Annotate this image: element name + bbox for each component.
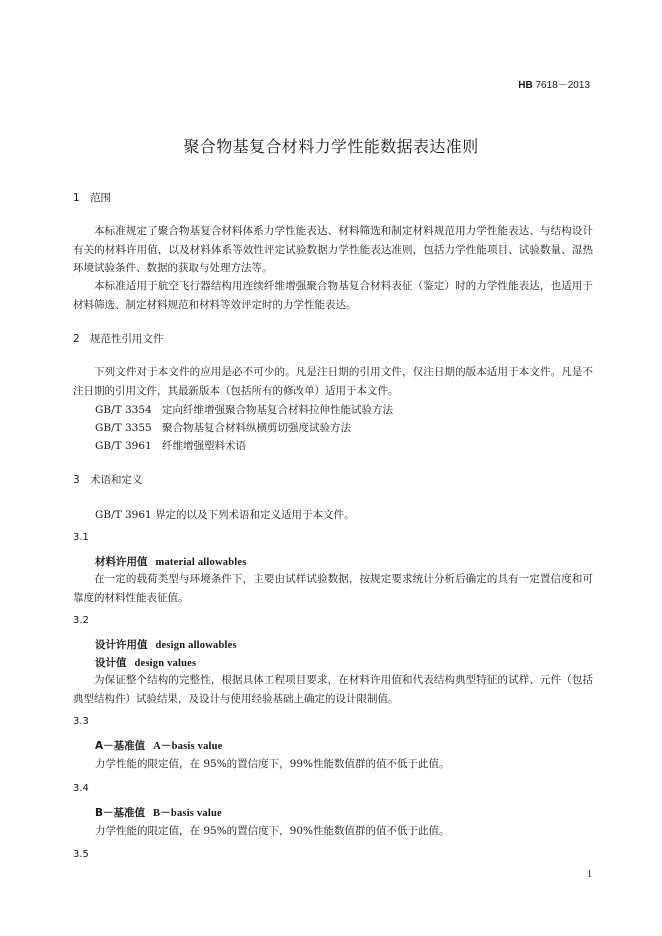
standard-prefix: HB (518, 80, 533, 91)
section-3-number: 3 (73, 474, 80, 486)
section-2-title: 规范性引用文件 (90, 333, 164, 345)
term-name-zh: 设计值 (95, 657, 127, 669)
section-3-intro: GB/T 3961 界定的以及下列术语和定义适用于本文件。 (95, 509, 355, 521)
term-name-zh: A－基准值 (95, 740, 146, 752)
term-definition: 为保证整个结构的完整性，根据具体工程项目要求，在材料许用值和代表结构典型特征的试样、元件（包括典型结构件）试验结果，及设计与使用经验基础上确定的设计限制值。 (73, 674, 593, 705)
reference-code: GB/T 3961 (95, 440, 152, 452)
clause-number: 3.1 (73, 532, 89, 543)
reference-title: 聚合物基复合材料纵横剪切强度试验方法 (162, 422, 351, 434)
clause-number: 3.5 (73, 849, 89, 860)
term-name (95, 637, 237, 652)
term-definition: 在一定的载荷类型与环境条件下，主要由试样试验数据，按规定要求统计分析后确定的具有一定置信度和可靠度的材料性能表征值。 (73, 573, 593, 604)
term-definition: 力学性能的限定值，在 95%的置信度下，99%性能数值群的值不低于此值。 (95, 758, 450, 770)
clause-number: 3.3 (73, 716, 89, 727)
section-1-paragraph-2: 本标准适用于航空飞行器结构用连续纤维增强聚合物基复合材料表征（鉴定）时的力学性能表达，也适用于材料筛选、制定材料规范和材料等效评定时的力学性能表达。 (73, 280, 593, 311)
term-name-en: design allowables (155, 640, 237, 651)
section-2-heading (73, 331, 164, 346)
term-name-en: B－basis value (153, 808, 222, 819)
clause-number: 3.2 (73, 615, 89, 626)
reference-item (95, 402, 393, 417)
section-3-heading (73, 472, 143, 487)
reference-title: 纤维增强塑料术语 (162, 440, 246, 452)
term-name-en: design values (134, 658, 197, 669)
section-1-title: 范围 (90, 192, 111, 204)
document-title: 聚合物基复合材料力学性能数据表达准则 (183, 137, 479, 156)
section-1-number: 1 (73, 192, 80, 204)
term-name (95, 805, 222, 820)
section-3-title: 术语和定义 (90, 474, 143, 486)
term-name (95, 738, 223, 753)
reference-item (95, 420, 351, 435)
term-name-zh: 材料许用值 (95, 556, 148, 568)
standard-code (0, 76, 590, 91)
term-name-zh: B－基准值 (95, 807, 146, 819)
term-name-zh: 设计许用值 (95, 639, 148, 651)
reference-item (95, 438, 246, 453)
term-definition: 力学性能的限定值，在 95%的置信度下，90%性能数值群的值不低于此值。 (95, 825, 450, 837)
clause-number: 3.4 (73, 783, 89, 794)
section-2-number: 2 (73, 333, 80, 345)
page-number: 1 (587, 869, 592, 880)
term-name-en: material allowables (155, 557, 247, 568)
standard-number: 7618－2013 (532, 80, 590, 91)
reference-title: 定向纤维增强聚合物基复合材料拉伸性能试验方法 (162, 404, 393, 416)
term-name (95, 554, 247, 569)
reference-code: GB/T 3355 (95, 422, 152, 434)
term-name (95, 655, 196, 670)
section-1-heading (73, 190, 111, 205)
reference-code: GB/T 3354 (95, 404, 152, 416)
section-2-paragraph: 下列文件对于本文件的应用是必不可少的。凡是注日期的引用文件，仅注日期的版本适用于本文件。凡是不注日期的引用文件，其最新版本（包括所有的修改单）适用于本文件。 (73, 366, 593, 397)
section-1-paragraph-1: 本标准规定了聚合物基复合材料体系力学性能表达、材料筛选和制定材料规范用力学性能表达、与结构设计有关的材料许用值，以及材料体系等效性评定试验数据力学性能表达准则，包括力学性能项目、试验数量、湿热环境试验条件、数据的获取与处理方法等。 (73, 225, 593, 275)
term-name-en: A－basis value (153, 741, 223, 752)
